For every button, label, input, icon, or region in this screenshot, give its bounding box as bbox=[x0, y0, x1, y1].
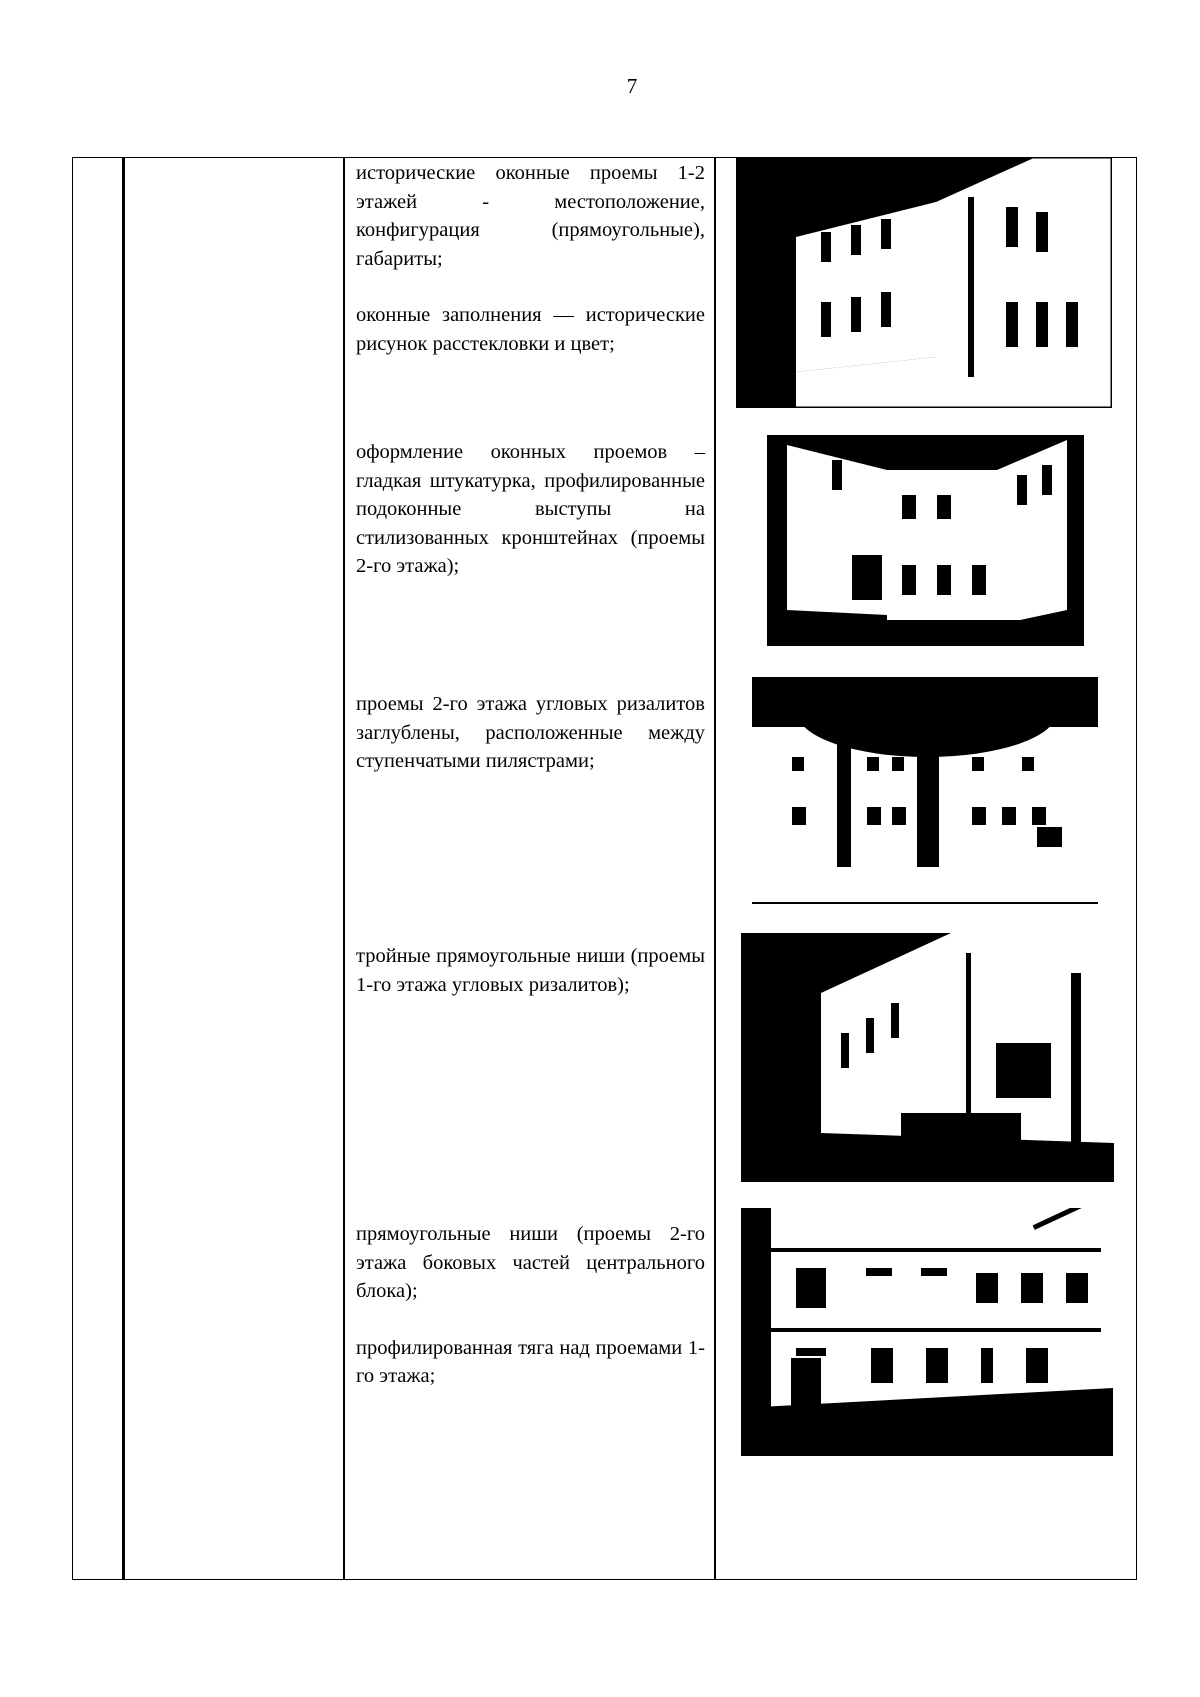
row-5-text bbox=[356, 1220, 705, 1391]
row-5-paragraph-2: профилированная тяга над проемами 1-го этажа; bbox=[356, 1336, 705, 1387]
row-2-text bbox=[356, 438, 705, 581]
row-2-paragraph-1: оформление оконных проемов – гладкая штукатурка, профилированные подоконные выступы на стилизованных кронштейнах (проемы 2-го этажа); bbox=[356, 441, 705, 577]
row-4-building-photo bbox=[741, 933, 1114, 1182]
row-4-paragraph-1: тройные прямоугольные ниши (проемы 1-го этажа угловых ризалитов); bbox=[356, 945, 705, 996]
page-number: 7 bbox=[626, 74, 638, 98]
row-4-text bbox=[356, 942, 705, 999]
row-1-building-photo bbox=[736, 157, 1112, 408]
table-column-divider-1 bbox=[122, 157, 125, 1580]
row-1-paragraph-2: оконные заполнения — исторические рисунок расстекловки и цвет; bbox=[356, 304, 705, 355]
row-3-paragraph-1: проемы 2-го этажа угловых ризалитов заглублены, расположенные между ступенчатыми пилястрами; bbox=[356, 693, 705, 772]
row-3-text bbox=[356, 690, 705, 776]
table-column-divider-2 bbox=[343, 157, 345, 1580]
row-1-paragraph-1: исторические оконные проемы 1-2 этажей - местоположение, конфигурация (прямоугольные), габариты; bbox=[356, 162, 705, 270]
row-5-paragraph-1: прямоугольные ниши (проемы 2-го этажа боковых частей центрального блока); bbox=[356, 1223, 705, 1302]
row-1-text bbox=[356, 159, 705, 358]
row-3-building-photo bbox=[752, 677, 1098, 904]
table-column-divider-3 bbox=[714, 157, 716, 1580]
row-5-building-photo bbox=[741, 1208, 1113, 1456]
row-2-building-photo bbox=[767, 435, 1084, 646]
